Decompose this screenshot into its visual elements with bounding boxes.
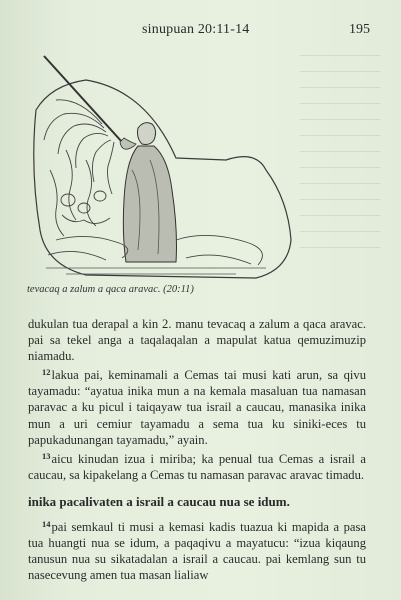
page-number: 195 (349, 22, 370, 37)
figure-caption: tevacaq a zalum a qaca aravac. (20:11) (27, 284, 194, 295)
verse-text: lakua pai, keminamali a Cemas tai musi kati arun, sa qivu tayamadu: “ayatua inika mun a na kemala masaluan tua namasan paravac a ku picul i taiqayaw tua israil a caucau, manasika inika mun a uri cemiur tayamadu a sema tua ku siniki-eces tu papukadunangan tayamadu,” ayain. (28, 368, 366, 447)
verse-12 (28, 364, 366, 447)
verse-number: 14 (42, 519, 51, 530)
verse-number: 12 (42, 367, 51, 378)
page-header (0, 22, 401, 42)
section-heading: inika pacalivaten a israil a caucau nua se idum. (28, 493, 290, 509)
running-head: sinupuan 20:11-14 (142, 22, 250, 37)
verse-14 (28, 516, 366, 583)
verse-number: 13 (42, 450, 51, 461)
illustration-moses-striking-rock (26, 50, 296, 286)
verse-text: pai semkaul ti musi a kemasi kadis tuazua ki mapida a pasa tua huangti nua se idum, a paqaqivu a mayatucu: “izua kiqaung tanusun nua su sikatadalan a israil a caucau. pai kemlang sun tu nasecevung amen tua masan lialiaw (28, 520, 366, 583)
scripture-text (28, 316, 366, 583)
verse-13 (28, 448, 366, 483)
show-through-text (300, 55, 380, 255)
paragraph-continued: dukulan tua derapal a kin 2. manu tevacaq a zalum a qaca aravac. pai sa tekel anga a taqalaqalan a mapulat katua qemuzimuzip niamadu. (28, 317, 366, 364)
verse-text: aicu kinudan izua i miriba; ka penual tua Cemas a israil a caucau, sa kipakelang a Cemas tu namasan paravac aravac timadu. (28, 451, 366, 482)
